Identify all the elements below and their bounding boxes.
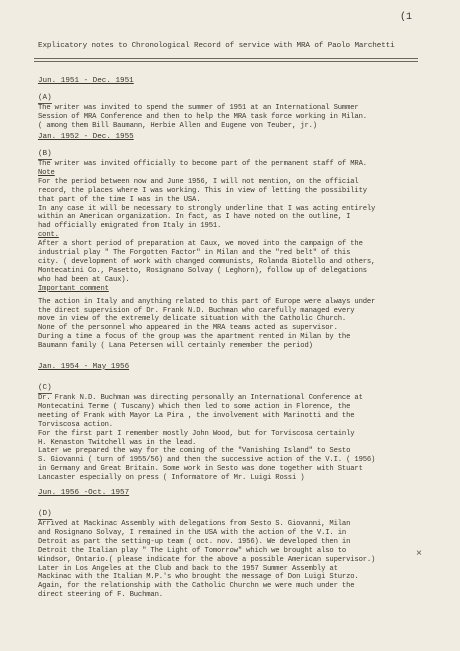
text-line: that part of the time I was in the USA.: [38, 195, 201, 204]
text-line: Later in Los Angeles at the Club and back to the 1957 Summer Assembly at: [38, 564, 338, 573]
section-date: Jan. 1954 - May 1956: [38, 363, 130, 371]
section-date: Jun. 1956 -Oct. 1957: [38, 489, 130, 497]
text-line: in Germany and Great Britain. Some work in Sesto was done together with Stuart: [38, 465, 363, 474]
page-number: (1: [400, 12, 413, 23]
comment-heading: Important comment: [38, 284, 109, 293]
section-tag: (D): [38, 510, 52, 518]
text-line: and Rosignano Solvay, I remained in the USA with the action of the V.I. in: [38, 528, 347, 537]
text-line: H. Kenaston Twitchell was in the lead.: [38, 438, 197, 447]
title-rule-double: [34, 61, 418, 62]
margin-cross-mark: ×: [416, 549, 423, 560]
text-line: Mackinac with the Italian M.P.'s who brought the message of Don Luigi Sturzo.: [38, 573, 359, 582]
text-line: In any case it will be necessary to strongly underline that I was acting entirely: [38, 204, 376, 213]
text-line: direct steering of F. Buchman.: [38, 591, 163, 600]
text-line: After a short period of preparation at Caux, we moved into the campaign of the: [38, 240, 363, 249]
text-line: Detroit the Italian play " The Light of Tomorrow" which we brought also to: [38, 546, 347, 555]
text-line: ( among them Bill Baumann, Herbie Allen and Eugene von Teuber, jr.): [38, 121, 317, 130]
text-line: Arrived at Mackinac Assembly with delegations from Sesto S. Giovanni, Milan: [38, 520, 351, 528]
text-line: industrial play " The Forgotten Factor" in Milan and the "red belt" of this: [38, 249, 351, 258]
section-date: Jun. 1951 - Dec. 1951: [38, 77, 134, 85]
text-line: For the period between now and June 1956, I will not mention, on the official: [38, 177, 359, 186]
text-line: Baumann family ( Lana Petersen will certainly remember the period): [38, 342, 313, 351]
text-line: had officially emigrated from Italy in 1951.: [38, 222, 222, 231]
text-line: who had been at Caux).: [38, 275, 130, 284]
text-line: Session of MRA Conference and then to help the MRA task force working in Milan.: [38, 112, 367, 121]
text-line: Torviscosa action.: [38, 420, 113, 429]
text-line: Dr. Frank N.D. Buchman was directing personally an International Conference at: [38, 394, 363, 402]
text-line: record, the places where I was working. This in view of letting the possibility: [38, 186, 367, 195]
title-rule: [34, 58, 418, 59]
text-line: Montecatini Co., Pasetto, Rosignano Solvay ( Leghorn), follow up of delegations: [38, 266, 367, 275]
document-title: Explicatory notes to Chronological Record of service with MRA of Paolo Marchetti: [38, 42, 395, 50]
cont-heading: cont.: [38, 231, 59, 240]
note-heading: Note: [38, 168, 55, 177]
section-date: Jan. 1952 - Dec. 1955: [38, 133, 134, 141]
text-line: Lancaster especially on press ( Informatore of Mr. Luigi Rossi ): [38, 474, 305, 483]
text-line: Later we prepared the way for the coming of the "Vanishing Island" to Sesto: [38, 447, 351, 456]
text-line: S. Giovanni ( turn of 1955/56) and then the successive action of the V.I. ( 1956): [38, 456, 376, 465]
text-line: None of the personnel who appeared in the MRA teams acted as supervisor.: [38, 324, 338, 333]
text-line: Montecatini Terme ( Tuscany) which then led to some action in Florence, the: [38, 402, 351, 411]
section-tag: (C): [38, 384, 52, 392]
section-a: [38, 77, 428, 131]
text-line: The action in Italy and anything related to this part of Europe were always under: [38, 297, 376, 306]
text-line: meeting of Frank with Mayor La Pira , the involvement with Marinotti and the: [38, 411, 355, 420]
text-line: During a time a focus of the group was the apartment rented in Milan by the: [38, 333, 351, 342]
section-c: [38, 363, 428, 483]
text-line: Windsor, Ontario.( please indicate for the above a possible American supervisor.): [38, 555, 376, 564]
section-tag: (A): [38, 94, 52, 102]
text-line: the direct supervision of Dr. Frank N.D. Buchman who carefully managed every: [38, 306, 355, 315]
text-line: The writer was invited to spend the summer of 1951 at an International Summer: [38, 104, 359, 112]
text-line: The writer was invited officially to become part of the permanent staff of MRA.: [38, 160, 367, 168]
section-b: [38, 133, 428, 351]
text-line: For the first part I remember mostly John Wood, but for Torviscosa certainly: [38, 429, 355, 438]
section-tag: (B): [38, 150, 52, 158]
text-line: move in view of the extremely delicate situation with the Catholic Church.: [38, 315, 347, 324]
text-line: within an American organization. In fact, as I have noted on the outline, I: [38, 213, 351, 222]
text-line: Again, for the relationship with the Catholic Churchn we were much under the: [38, 582, 355, 591]
text-line: Detroit as part the setting-up team ( oct. nov. 1956). We developed then in: [38, 537, 351, 546]
section-d: [38, 489, 428, 600]
text-line: city. ( development of work with changed communists, Rolanda Biotello and others,: [38, 257, 376, 266]
